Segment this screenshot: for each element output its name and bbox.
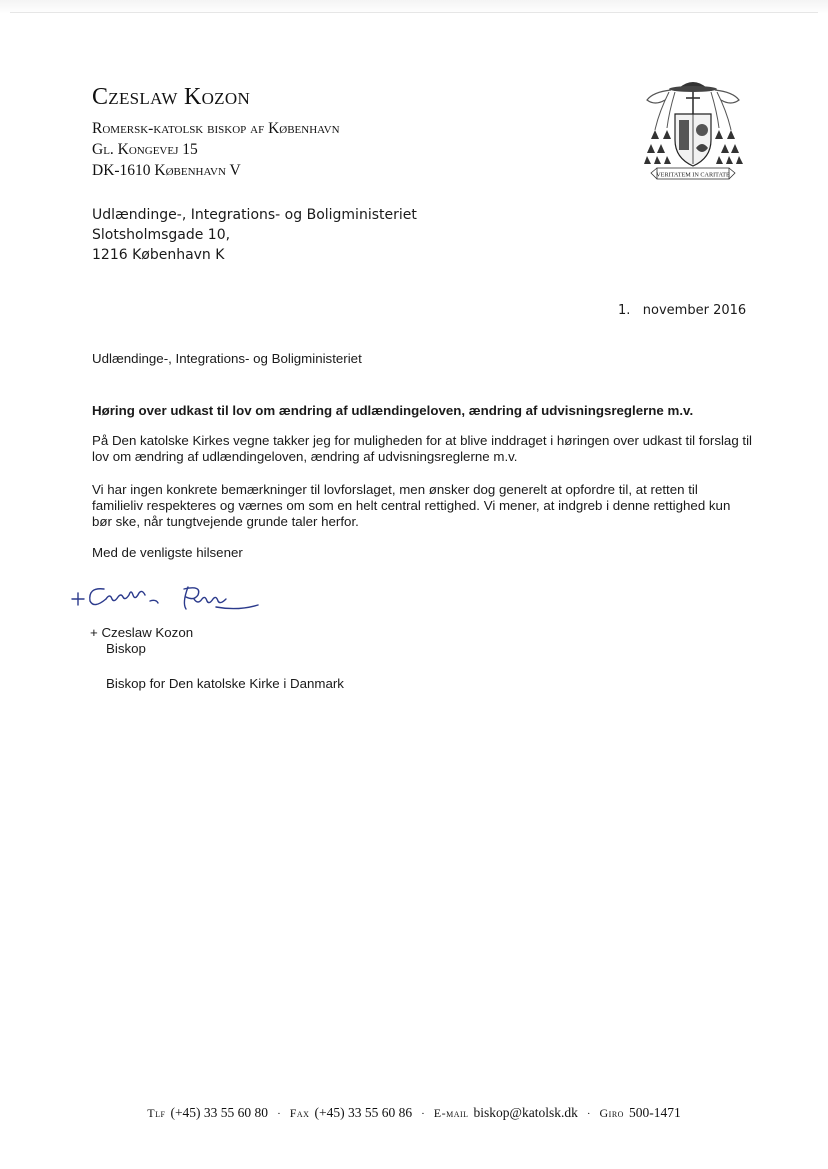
paragraph: Vi har ingen konkrete bemærkninger til lovforslaget, men ønsker dog generelt at opfordre til, at retten til familieliv respekteres og værnes om som en helt central rettighed. Vi mener, at indgreb i denne rettighed kun bør ske, når tungtvejende grunde taler herfor. xyxy=(92,482,731,529)
signer-name: + Czeslaw Kozon xyxy=(90,625,194,640)
giro-label: Giro xyxy=(599,1106,624,1120)
email-address: biskop@katolsk.dk xyxy=(473,1105,578,1120)
separator: · xyxy=(586,1108,591,1120)
coat-of-arms-icon xyxy=(641,74,745,182)
fax-label: Fax xyxy=(289,1106,310,1120)
separator: · xyxy=(277,1108,281,1120)
letter-date: 1. november 2016 xyxy=(618,303,747,318)
separator: · xyxy=(421,1108,425,1120)
recipient-line: Slotsholmsgade 10, xyxy=(92,227,231,243)
recipient-line: 1216 København K xyxy=(92,247,225,263)
signer-role: Biskop for Den katolske Kirke i Danmark xyxy=(106,676,344,691)
sender-name: Czeslaw Kozon xyxy=(92,84,251,110)
paragraph: På Den katolske Kirkes vegne takker jeg for muligheden for at blive inddraget i høringen over udkast til forslag til lov om ændring af udlændingeloven, ændring af udvisningsreglerne m.v. xyxy=(92,433,753,464)
sender-title: Romersk-katolsk biskop af København xyxy=(92,120,340,137)
fax-number: (+45) 33 55 60 86 xyxy=(314,1105,413,1120)
signer-title: Biskop xyxy=(106,641,146,656)
footer-contact xyxy=(0,1105,828,1121)
tlf-label: Tlf xyxy=(147,1106,166,1120)
sender-street: Gl. Kongevej 15 xyxy=(92,141,198,158)
recipient-address xyxy=(92,205,417,265)
recipient-line: Udlændinge-, Integrations- og Boligministeriet xyxy=(92,207,417,223)
subject-line: Høring over udkast til lov om ændring af udlændingeloven, ændring af udvisningsreglerne m.v. xyxy=(92,403,694,418)
sender-city: DK-1610 København V xyxy=(92,162,241,179)
closing-greeting: Med de venligste hilsener xyxy=(92,545,243,560)
addressee: Udlændinge-, Integrations- og Boligministeriet xyxy=(92,351,362,366)
tlf-number: (+45) 33 55 60 80 xyxy=(170,1105,269,1120)
handwritten-signature xyxy=(66,577,266,623)
signature-block xyxy=(90,625,193,657)
giro-number: 500-1471 xyxy=(628,1105,681,1120)
scan-line xyxy=(10,12,818,13)
letterhead xyxy=(92,84,340,181)
email-label: E-mail xyxy=(433,1106,469,1120)
motto-text: VERITATEM IN CARITATE xyxy=(656,171,730,179)
